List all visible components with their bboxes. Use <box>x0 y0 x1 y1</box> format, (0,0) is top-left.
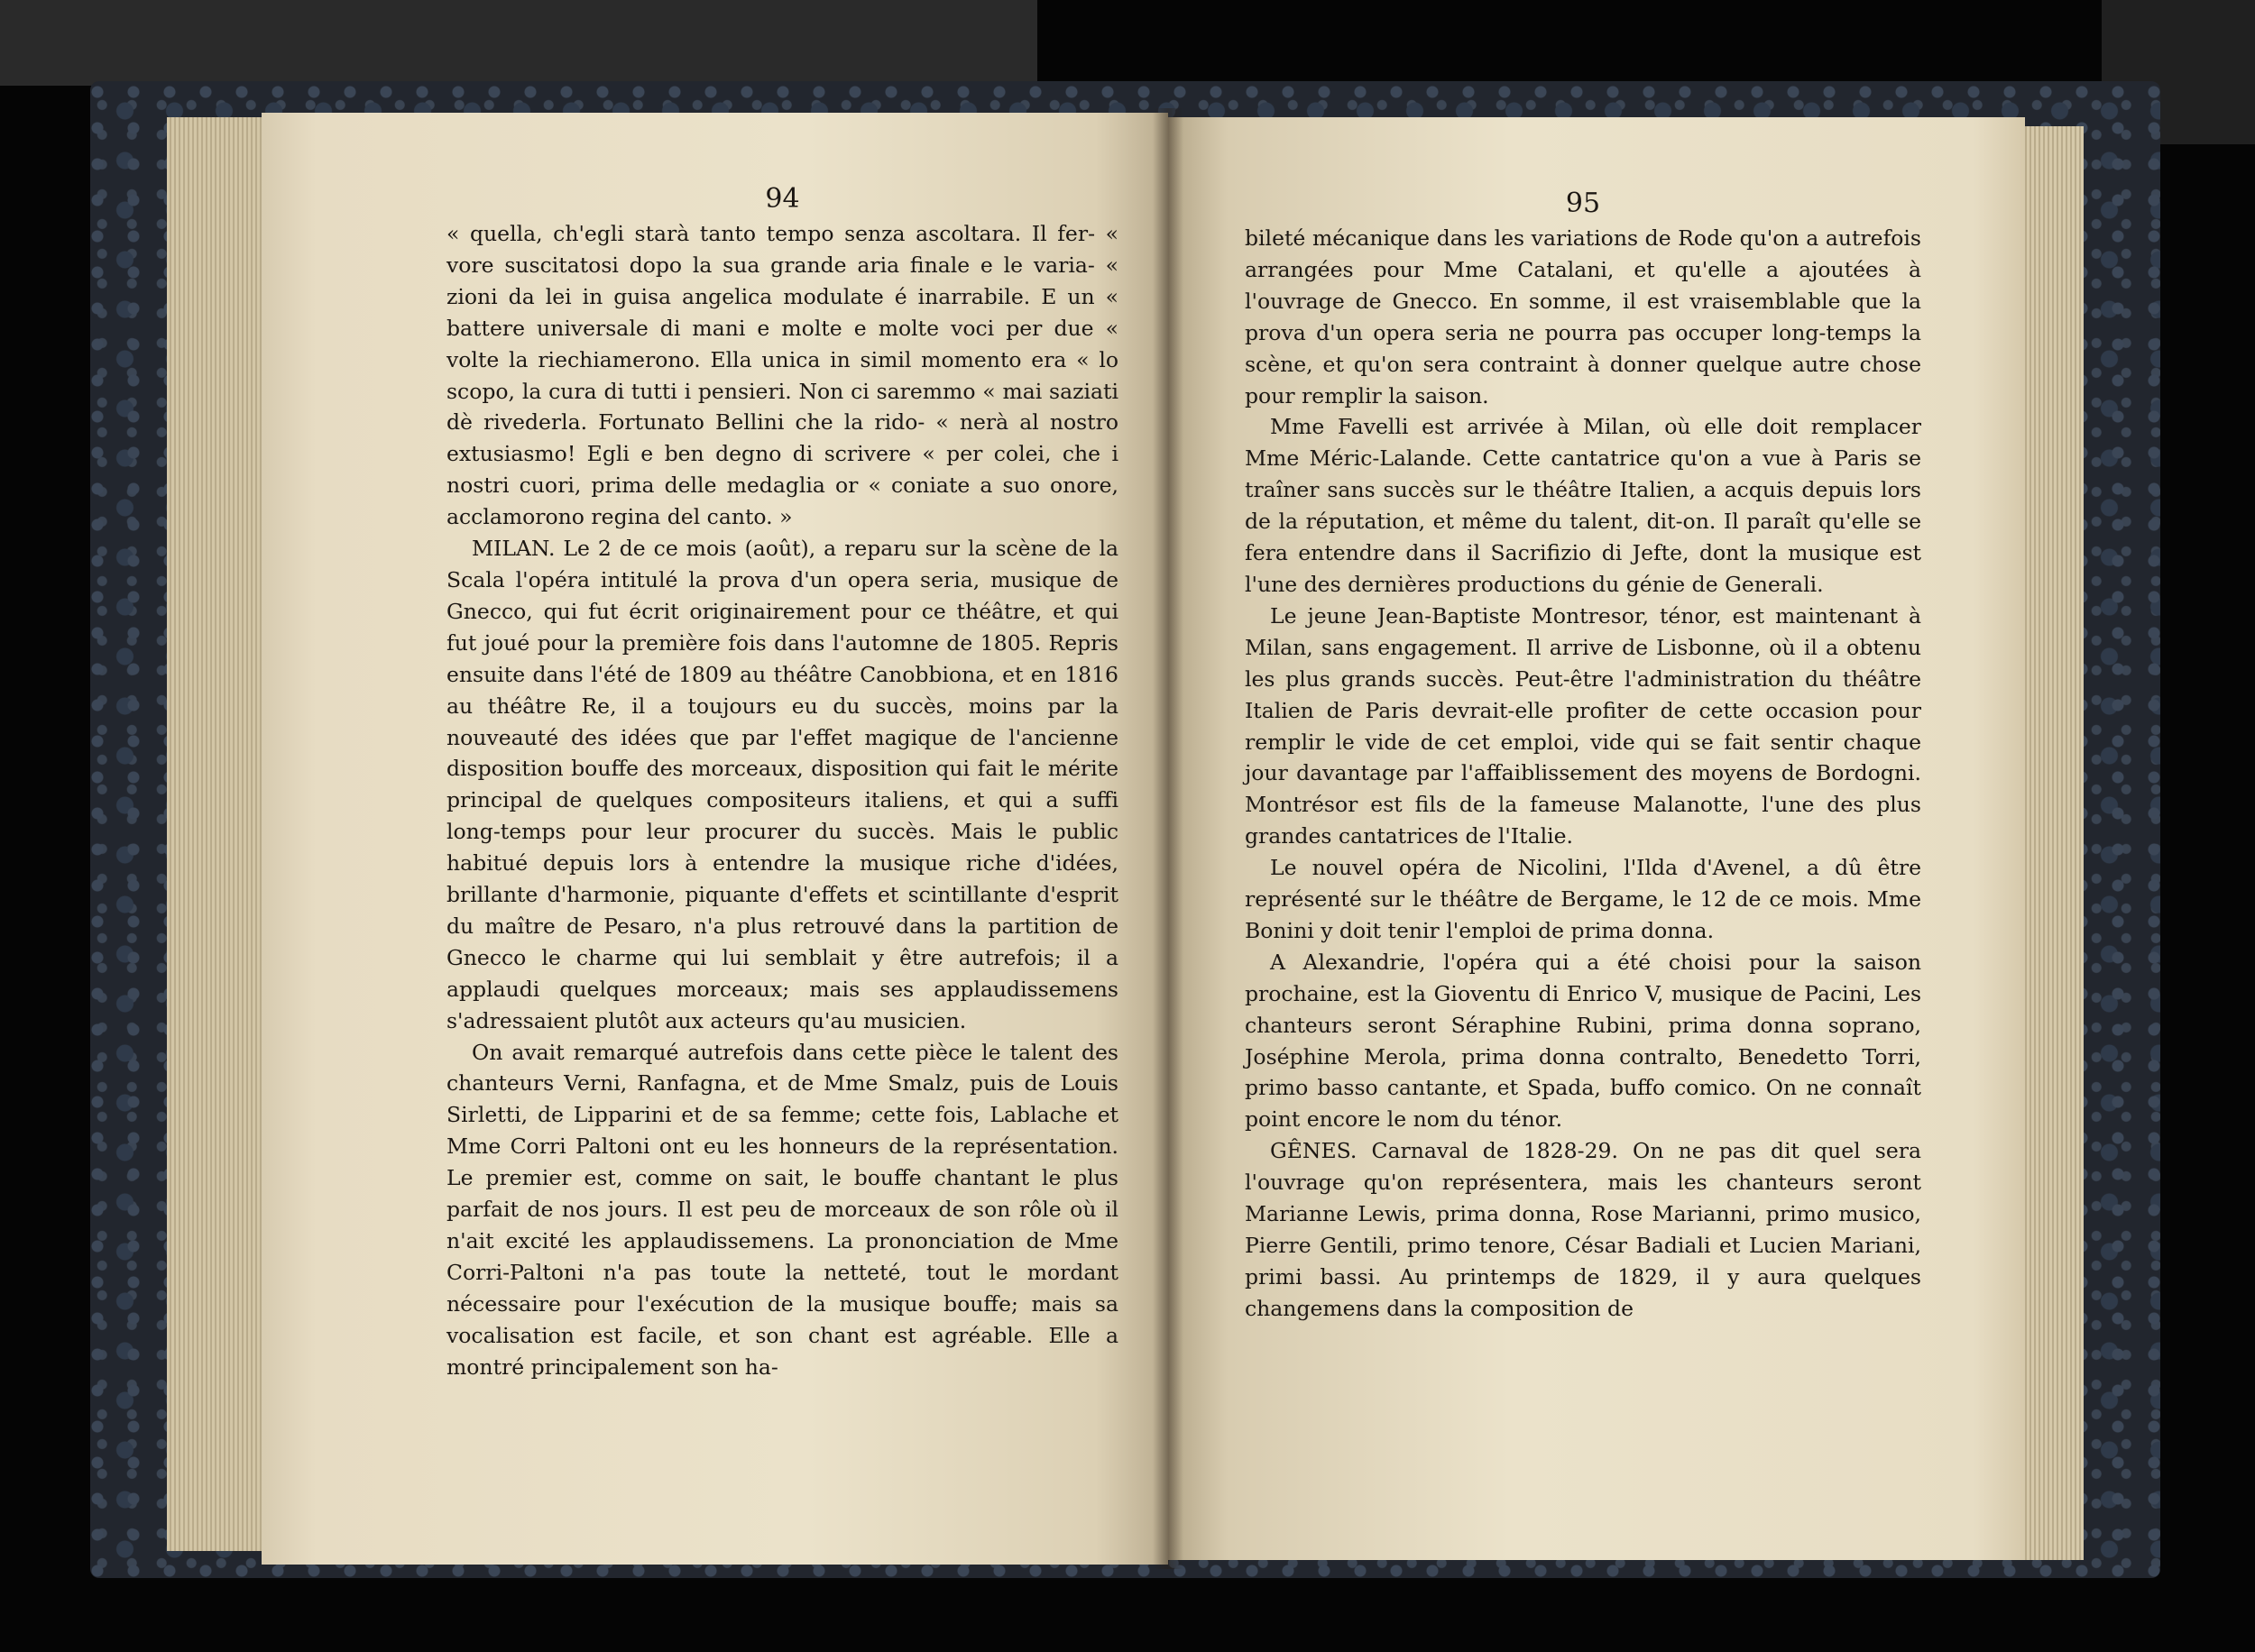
background-panel <box>0 0 1037 86</box>
paragraph: « quella, ch'egli starà tanto tempo senza ascoltara. Il fer- « vore suscitatosi dopo la sua grande aria finale e le varia- « zioni da lei in guisa angelica modulate é inarrabile. E un « battere universale di mani e molte e molte voci per due « volte la riechiamerono. Ella unica in simil momento era « lo scopo, la cura di tutti i pensieri. Non ci saremmo « mai saziati dè rivederla. Fortunato Bellini che la rido- « nerà al nostro extusiasmo! Egli e ben degno di scrivere « per colei, che i nostri cuori, prima delle medaglia or « coniate a suo onore, acclamorono regina del canto. » <box>446 221 1118 530</box>
book-gutter <box>1153 108 1183 1569</box>
page-body <box>1245 223 1921 1325</box>
page-body <box>446 218 1118 1383</box>
page-edges-left <box>167 117 266 1551</box>
paragraph: A Alexandrie, l'opéra qui a été choisi pour la saison prochaine, est la Gioventu di Enrico V, musique de Pacini, Les chanteurs seront Séraphine Rubini, prima donna soprano, Joséphine Merola, prima donna contralto, Benedetto Torri, primo basso cantante, et Spada, buffo comico. On ne connaît point encore le nom du ténor. <box>1245 949 1921 1133</box>
paragraph: bileté mécanique dans les variations de Rode qu'on a autrefois arrangées pour Mme Catalani, et qu'elle a ajoutées à l'ouvrage de Gnecco. En somme, il est vraisemblable que la prova d'un opera seria ne pourra pas occuper long-temps la scène, et qu'on sera contraint à donner quelque autre chose pour remplir la saison. <box>1245 225 1921 408</box>
paragraph: On avait remarqué autrefois dans cette pièce le talent des chanteurs Verni, Ranfagna, et de Mme Smalz, puis de Louis Sirletti, de Lipparini et de sa femme; cette fois, Lablache et Mme Corri Paltoni ont eu les honneurs de la représentation. Le premier est, comme on sait, le bouffe chantant le plus parfait de nos jours. Il est peu de morceaux de son rôle où il n'ait excité les applaudissemens. La prononciation de Mme Corri-Paltoni n'a pas toute la netteté, tout le mordant nécessaire pour l'exécution de la musique bouffe; mais sa vocalisation est facile, et son chant est agréable. Elle a montré principalement son ha- <box>446 1039 1118 1380</box>
page-edges-right <box>2020 126 2084 1560</box>
left-page <box>262 113 1168 1565</box>
paragraph: GÊNES. Carnaval de 1828-29. On ne pas dit quel sera l'ouvrage qu'on représentera, mais les chanteurs seront Marianne Lewis, prima donna, Rose Marianni, primo musico, Pierre Gentili, primo tenore, César Badiali et Lucien Mariani, primi bassi. Au printemps de 1829, il y aura quelques changemens dans la composition de <box>1245 1138 1921 1321</box>
right-page <box>1168 117 2025 1560</box>
paragraph: Mme Favelli est arrivée à Milan, où elle doit remplacer Mme Méric-Lalande. Cette cantatrice qu'on a vue à Paris se traîner sans succès sur le théâtre Italien, a acquis depuis lors de la réputation, et même du talent, dit-on. Il paraît qu'elle se fera entendre dans il Sacrifizio di Jefte, dont la musique est l'une des dernières productions du génie de Generali. <box>1245 414 1921 597</box>
page-number: 95 <box>1565 188 1601 219</box>
paragraph: Le jeune Jean-Baptiste Montresor, ténor, est maintenant à Milan, sans engagement. Il arrive de Lisbonne, où il a obtenu les plus grands succès. Peut-être l'administration du théâtre Italien de Paris devrait-elle profiter de cette occasion pour remplir le vide de cet emploi, vide qui se fait sentir chaque jour davantage par l'affaiblissement des moyens de Bordogni. Montrésor est fils de la fameuse Malanotte, l'une des plus grandes cantatrices de l'Italie. <box>1245 602 1921 849</box>
page-number: 94 <box>765 183 800 215</box>
paragraph: MILAN. Le 2 de ce mois (août), a reparu sur la scène de la Scala l'opéra intitulé la prova d'un opera seria, musique de Gnecco, qui fut écrit originairement pour ce théâtre, et qui fut joué pour la première fois dans l'automne de 1805. Repris ensuite dans l'été de 1809 au théâtre Canobbiona, et en 1816 au théâtre Re, il a toujours eu du succès, moins par la nouveauté des idées que par l'effet magique de l'ancienne disposition bouffe des morceaux, disposition qui fait le mérite principal de quelques compositeurs italiens, et qui a suffi long-temps pour leur procurer du succès. Mais le public habitué depuis lors à entendre la musique riche d'idées, brillante d'harmonie, piquante d'effets et scintillante d'esprit du maître de Pesaro, n'a plus retrouvé dans la partition de Gnecco le charme qui lui semblait y être autrefois; il a applaudi quelques morceaux; mais ses applaudissemens s'adressaient plutôt aux acteurs qu'au musicien. <box>446 536 1118 1033</box>
paragraph: Le nouvel opéra de Nicolini, l'Ilda d'Avenel, a dû être représenté sur le théâtre de Bergame, le 12 de ce mois. Mme Bonini y doit tenir l'emploi de prima donna. <box>1245 855 1921 943</box>
